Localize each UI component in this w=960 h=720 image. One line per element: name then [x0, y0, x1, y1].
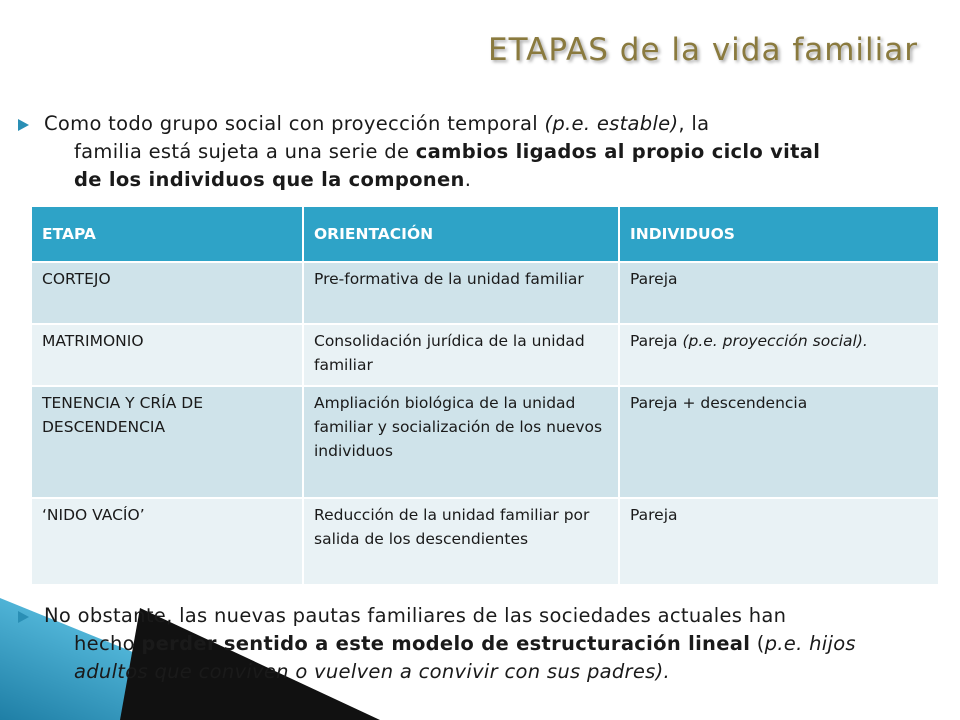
cell-etapa: CORTEJO — [32, 262, 303, 324]
individuos-note: (p.e. proyección social). — [682, 332, 868, 350]
intro-italic: (p.e. estable) — [544, 112, 679, 135]
individuos-text: Pareja — [630, 270, 678, 288]
conclusion-paragraph — [44, 602, 944, 686]
individuos-text: Pareja — [630, 506, 678, 524]
intro-text: familia está sujeta a una serie de — [74, 140, 416, 163]
intro-line-3 — [44, 166, 944, 194]
cell-individuos — [619, 262, 938, 324]
individuos-text: Pareja + descendencia — [630, 394, 808, 412]
conclusion-line-2 — [44, 630, 944, 658]
cell-etapa: TENENCIA Y CRÍA DE DESCENDENCIA — [32, 386, 303, 498]
cell-orientacion: Ampliación biológica de la unidad familiar y socialización de los nuevos individuos — [303, 386, 619, 498]
intro-text: Como todo grupo social con proyección temporal — [44, 112, 545, 135]
cell-individuos — [619, 498, 938, 584]
intro-text: . — [464, 168, 472, 191]
table-header-row — [32, 207, 938, 262]
table-row — [32, 498, 938, 584]
bullet-arrow-icon — [18, 119, 29, 131]
intro-text: , la — [678, 112, 710, 135]
conclusion-italic: p.e. hijos — [764, 632, 856, 655]
conclusion-text: hecho — [74, 632, 142, 655]
cell-individuos — [619, 324, 938, 386]
cell-orientacion: Consolidación jurídica de la unidad familiar — [303, 324, 619, 386]
header-etapa: ETAPA — [32, 207, 303, 262]
table-row — [32, 386, 938, 498]
cell-orientacion: Reducción de la unidad familiar por salida de los descendientes — [303, 498, 619, 584]
table-row — [32, 262, 938, 324]
conclusion-line-1: No obstante, las nuevas pautas familiares de las sociedades actuales han — [44, 604, 787, 627]
conclusion-line-3: adultos que conviven o vuelven a convivir con sus padres). — [74, 660, 671, 683]
family-stages-table — [32, 207, 938, 584]
cell-orientacion: Pre-formativa de la unidad familiar — [303, 262, 619, 324]
conclusion-bold: perder sentido a este modelo de estructuración lineal — [141, 632, 751, 655]
intro-paragraph — [44, 110, 944, 194]
bullet-arrow-icon — [18, 611, 29, 623]
table-row — [32, 324, 938, 386]
intro-line-2 — [44, 138, 944, 166]
header-orientacion: ORIENTACIÓN — [303, 207, 619, 262]
individuos-text: Pareja — [630, 332, 683, 350]
intro-line-1 — [44, 110, 944, 138]
cell-individuos — [619, 386, 938, 498]
intro-bold: de los individuos que la componen — [74, 168, 465, 191]
cell-etapa: MATRIMONIO — [32, 324, 303, 386]
header-individuos: INDIVIDUOS — [619, 207, 938, 262]
cell-etapa: ‘NIDO VACÍO’ — [32, 498, 303, 584]
intro-bold: cambios ligados al propio ciclo vital — [415, 140, 821, 163]
conclusion-text: ( — [750, 632, 765, 655]
slide-title: ETAPAS de la vida familiar — [488, 32, 919, 68]
